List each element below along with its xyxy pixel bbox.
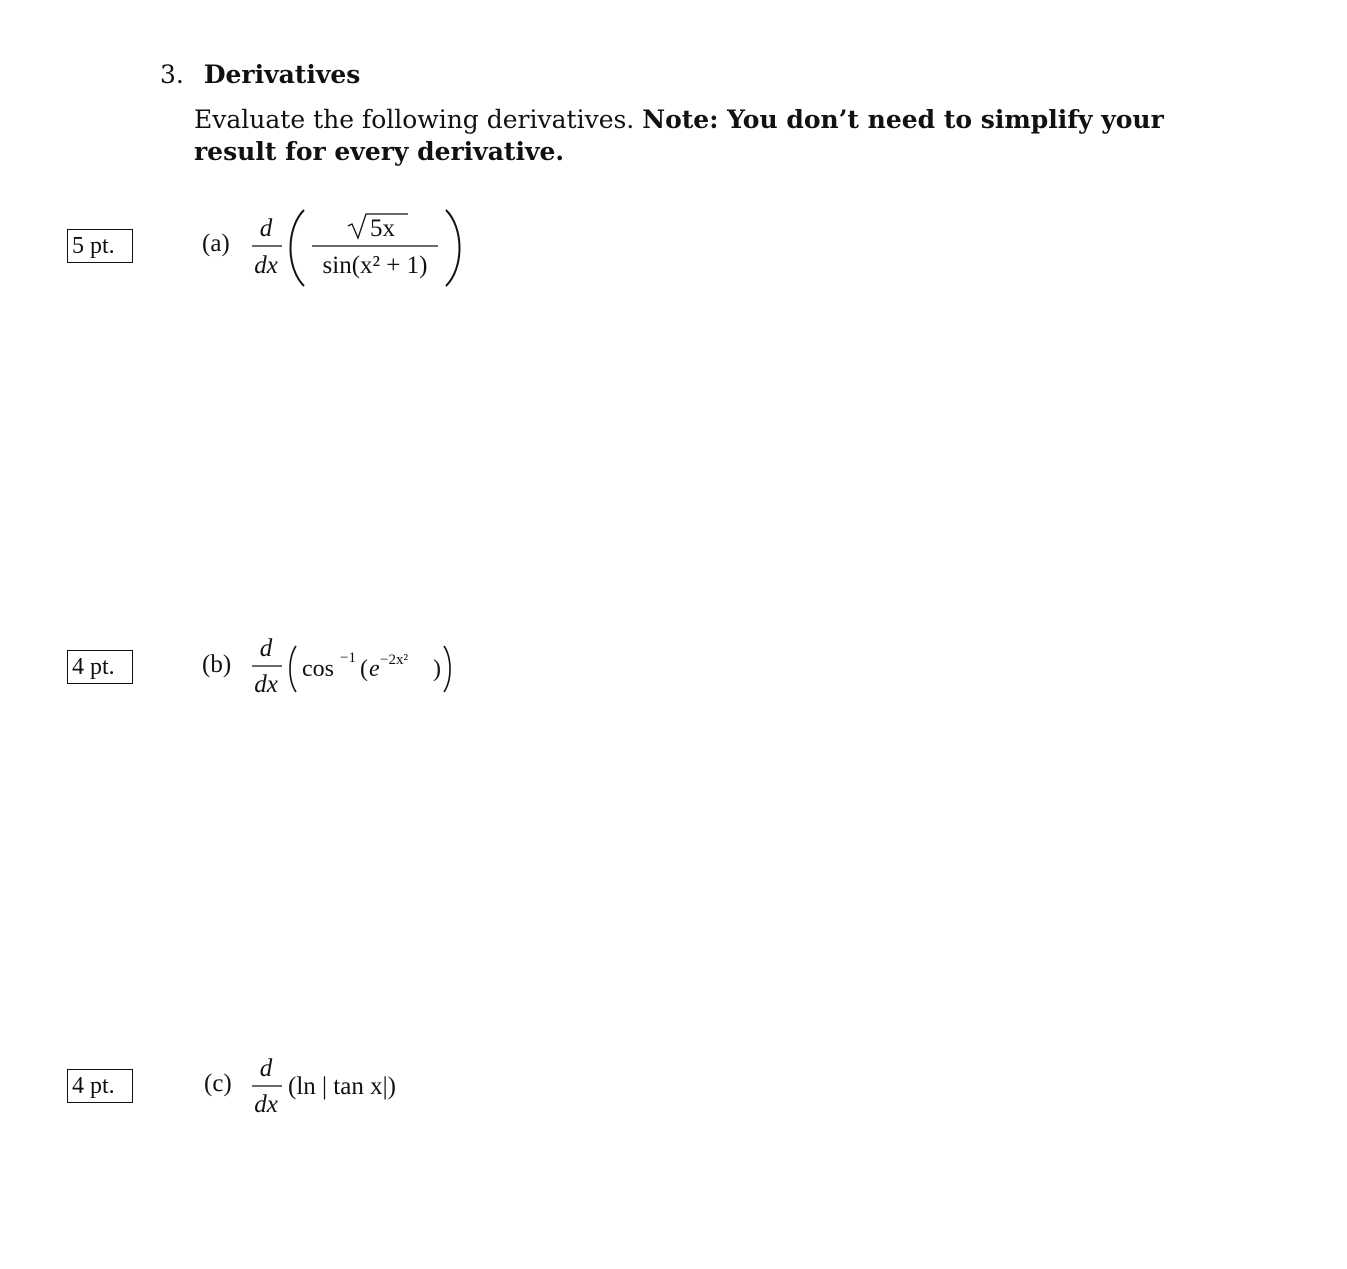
- sqrt-radicand: 5x: [370, 215, 395, 242]
- expression-c: [248, 1048, 448, 1135]
- problem-label-a: (a): [202, 230, 230, 257]
- expression-c-svg: [248, 1048, 448, 1128]
- problem-label-c: (c): [204, 1070, 232, 1097]
- e-exponent: −2x²: [380, 652, 408, 668]
- cos-func: cos: [302, 656, 334, 682]
- d-numerator: d: [259, 215, 273, 242]
- instructions: [194, 104, 1224, 168]
- section-heading: [160, 60, 360, 89]
- d-numerator-c: d: [259, 1055, 273, 1082]
- points-box-c: 4 pt.: [67, 1069, 133, 1103]
- e-base: e: [369, 656, 380, 682]
- problem-label-b: (b): [202, 651, 232, 678]
- expression-a-svg: [248, 202, 468, 292]
- dx-denominator-c: dx: [254, 1091, 278, 1118]
- instructions-note: Note: You don’t need to simplify your result for every derivative.: [194, 105, 1164, 166]
- inverse-exp: −1: [340, 650, 356, 666]
- denominator-a: sin(x² + 1): [322, 252, 428, 279]
- paren-open: (: [360, 656, 368, 682]
- section-title: Derivatives: [203, 60, 361, 89]
- section-number: 3.: [160, 60, 184, 89]
- ln-tan-expression: (ln | tan x|): [288, 1073, 396, 1100]
- dx-denominator-b: dx: [254, 671, 278, 698]
- d-numerator-b: d: [259, 635, 273, 662]
- paren-close: ): [433, 656, 441, 682]
- expression-b-svg: [248, 628, 468, 708]
- expression-a: [248, 202, 468, 299]
- dx-denominator: dx: [254, 252, 278, 279]
- points-box-b: 4 pt.: [67, 650, 133, 684]
- expression-b: [248, 628, 468, 715]
- instructions-text: Evaluate the following derivatives.: [194, 105, 635, 134]
- points-box-a: 5 pt.: [67, 229, 133, 263]
